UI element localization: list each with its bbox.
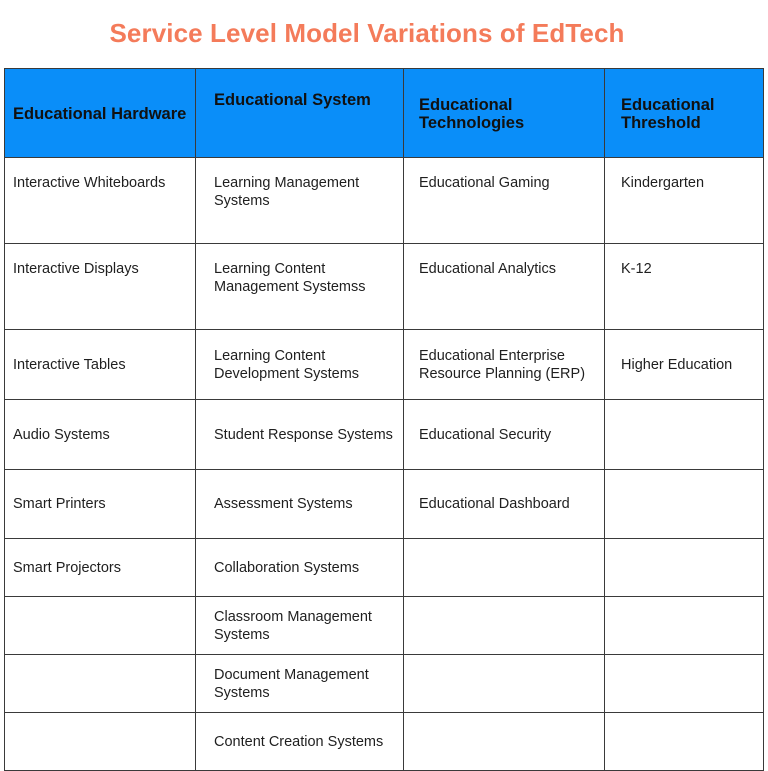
table-cell: Educational Dashboard bbox=[404, 470, 605, 539]
table-cell: Smart Projectors bbox=[5, 539, 196, 597]
table-row bbox=[5, 655, 764, 713]
table-cell: Smart Printers bbox=[5, 470, 196, 539]
table-cell: Educational Security bbox=[404, 400, 605, 470]
table-cell bbox=[605, 655, 764, 713]
table-cell: Audio Systems bbox=[5, 400, 196, 470]
table-cell: K-12 bbox=[605, 244, 764, 330]
table-cell: Document Management Systems bbox=[196, 655, 404, 713]
header-educational-hardware: Educational Hardware bbox=[5, 69, 196, 158]
table-cell: Learning Content Management Systemss bbox=[196, 244, 404, 330]
table-cell bbox=[605, 400, 764, 470]
table-cell bbox=[605, 539, 764, 597]
table-cell: Learning Content Development Systems bbox=[196, 330, 404, 400]
table-cell: Kindergarten bbox=[605, 158, 764, 244]
table-cell bbox=[404, 597, 605, 655]
table-cell: Classroom Management Systems bbox=[196, 597, 404, 655]
table-row bbox=[5, 400, 764, 470]
table-cell: Learning Management Systems bbox=[196, 158, 404, 244]
table-cell: Student Response Systems bbox=[196, 400, 404, 470]
table-row bbox=[5, 330, 764, 400]
table-cell: Interactive Displays bbox=[5, 244, 196, 330]
table-cell bbox=[404, 655, 605, 713]
table-cell bbox=[404, 539, 605, 597]
table-cell: Collaboration Systems bbox=[196, 539, 404, 597]
table-cell bbox=[404, 713, 605, 771]
table-cell bbox=[605, 597, 764, 655]
table-cell: Interactive Whiteboards bbox=[5, 158, 196, 244]
table-cell: Content Creation Systems bbox=[196, 713, 404, 771]
table-cell bbox=[605, 470, 764, 539]
table-cell: Higher Education bbox=[605, 330, 764, 400]
table-row bbox=[5, 158, 764, 244]
table-cell: Educational Enterprise Resource Planning (ERP) bbox=[404, 330, 605, 400]
table-cell: Interactive Tables bbox=[5, 330, 196, 400]
table-row bbox=[5, 539, 764, 597]
table-cell bbox=[5, 655, 196, 713]
edtech-table bbox=[4, 68, 764, 771]
table-row bbox=[5, 244, 764, 330]
table-row bbox=[5, 470, 764, 539]
table-cell: Assessment Systems bbox=[196, 470, 404, 539]
header-educational-technologies: Educational Technologies bbox=[404, 69, 605, 158]
table-cell: Educational Gaming bbox=[404, 158, 605, 244]
header-educational-system: Educational System bbox=[196, 69, 404, 158]
header-row bbox=[5, 69, 764, 158]
table-cell: Educational Analytics bbox=[404, 244, 605, 330]
header-educational-threshold: Educational Threshold bbox=[605, 69, 764, 158]
table-cell bbox=[5, 597, 196, 655]
table-row bbox=[5, 597, 764, 655]
page-title: Service Level Model Variations of EdTech bbox=[109, 18, 625, 48]
table-cell bbox=[605, 713, 764, 771]
table-row bbox=[5, 713, 764, 771]
table-cell bbox=[5, 713, 196, 771]
